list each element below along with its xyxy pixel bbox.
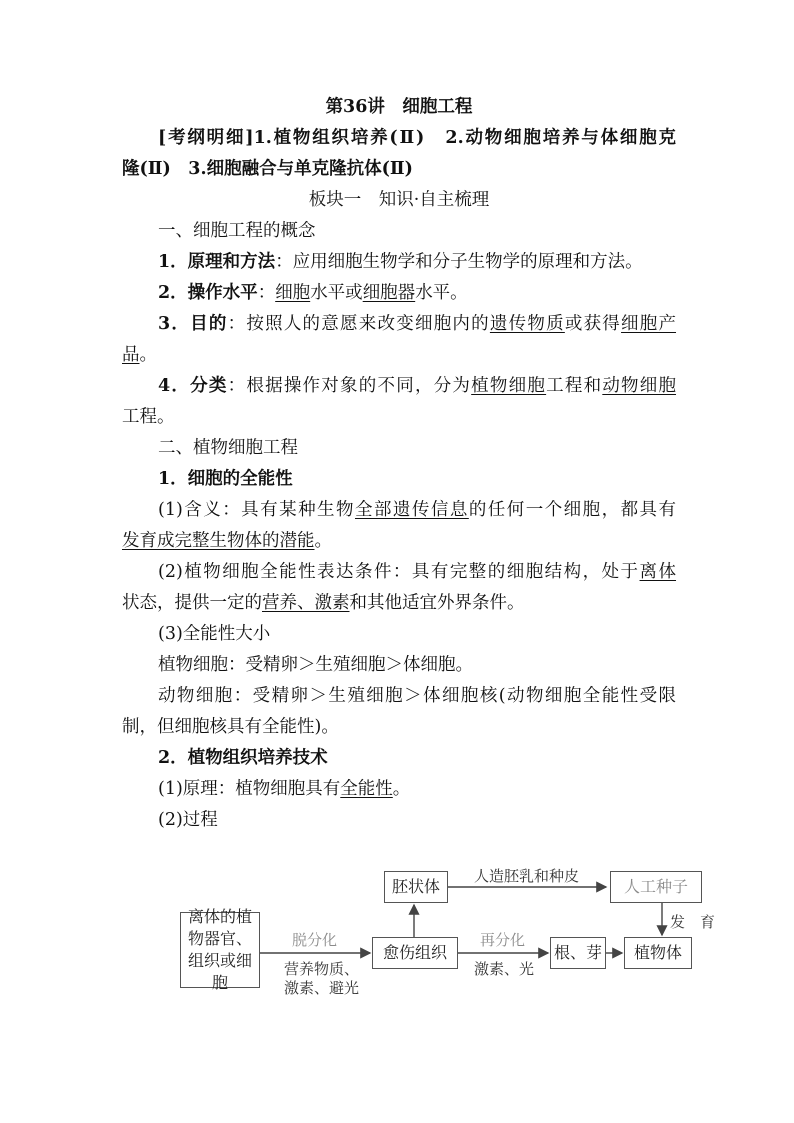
s2-process: (2)过程 <box>158 810 218 830</box>
embryoid-box: 胚状体 <box>384 871 448 903</box>
s1-item-4-answer-1: 植物细胞 <box>471 376 547 396</box>
artificial-seed-box: 人工种子 <box>610 871 702 903</box>
s1-item-2 <box>122 278 676 309</box>
callus-box: 愈伤组织 <box>372 937 458 969</box>
section2-heading: 二、植物细胞工程 <box>158 438 298 458</box>
s1-item-3-label: 3．目的 <box>158 314 228 334</box>
s2-p2-pre: (2)植物细胞全能性表达条件：具有完整的细胞结构，处于 <box>158 562 640 582</box>
syllabus-line-2: 隆(Ⅱ) 3.细胞融合与单克隆抗体(Ⅱ) <box>122 159 413 179</box>
s2-p1-cont <box>122 526 676 557</box>
s2-p2 <box>122 557 676 588</box>
s1-item-4-mid: 工程和 <box>546 376 603 396</box>
s2-principle-end: 。 <box>392 779 411 799</box>
s1-item-2-mid: 水平或 <box>310 283 363 303</box>
s2-animal-order-2: 制，但细胞核具有全能性)。 <box>122 717 339 737</box>
s2-principle-pre: (1)原理：植物细胞具有 <box>158 779 341 799</box>
s2-sub-1: 1．细胞的全能性 <box>158 469 293 489</box>
s1-item-2-label: 2．操作水平 <box>158 283 258 303</box>
root-bud-box: 根、芽 <box>550 937 606 969</box>
s1-item-3-pre: ：按照人的意愿来改变细胞内的 <box>227 314 490 334</box>
syllabus-tag: [考纲明细] <box>158 128 254 148</box>
s1-item-3-answer-1: 遗传物质 <box>489 314 565 334</box>
s1-item-3-cont <box>122 340 676 371</box>
tissue-culture-diagram <box>160 857 720 1005</box>
s2-p1-answer-2: 发育成完整生物体的潜能 <box>122 531 315 551</box>
dediff-cond-1: 营养物质、 <box>284 960 360 978</box>
s2-p3: (3)全能性大小 <box>158 624 271 644</box>
s1-item-4 <box>122 371 676 402</box>
s2-p1-mid: 的任何一个细胞，都具有 <box>468 500 677 520</box>
syllabus-line-1 <box>122 123 676 154</box>
s1-item-1-text: ：应用细胞生物学和分子生物学的原理和方法。 <box>275 252 643 272</box>
s1-item-3-answer-2a: 细胞产 <box>621 314 677 334</box>
s1-item-2-sep: ： <box>257 283 276 303</box>
s1-item-3 <box>122 309 676 340</box>
syllabus-text-1: 1.植物组织培养(Ⅱ) 2.动物细胞培养与体细胞克 <box>253 128 676 148</box>
document-page <box>122 92 676 836</box>
s1-item-3-answer-2b: 品 <box>122 345 140 365</box>
s2-p1 <box>122 495 676 526</box>
block-title: 板块一 知识·自主梳理 <box>308 190 490 210</box>
s1-item-4-pre: ：根据操作对象的不同，分为 <box>227 376 472 396</box>
dediff-label: 脱分化 <box>292 931 338 949</box>
s1-item-1 <box>122 247 676 278</box>
s1-item-2-answer-1: 细胞 <box>275 283 311 303</box>
s1-item-4-label: 4．分类 <box>158 376 228 396</box>
s2-p2-l2b: 和其他适宜外界条件。 <box>349 593 525 613</box>
s1-item-2-end: 水平。 <box>415 283 468 303</box>
s1-item-2-answer-2: 细胞器 <box>362 283 416 303</box>
s2-p2-answer-2: 营养、激素 <box>262 593 350 613</box>
page-title: 第36讲 细胞工程 <box>325 97 473 117</box>
dediff-cond-2: 激素、避光 <box>284 979 360 997</box>
s2-sub-2: 2．植物组织培养技术 <box>158 748 328 768</box>
plantlet-box: 植物体 <box>624 937 692 969</box>
explant-box: 离体的植物器官、组织或细胞 <box>180 912 260 988</box>
s1-item-3-mid: 或获得 <box>564 314 622 334</box>
s2-animal-order-1: 动物细胞：受精卵＞生殖细胞＞体细胞核(动物细胞全能性受限 <box>158 686 676 706</box>
s2-p2-answer-1: 离体 <box>639 562 677 582</box>
artificial-endosperm-label: 人造胚乳和种皮 <box>474 867 580 885</box>
s2-p1-pre: (1)含义：具有某种生物 <box>158 500 355 520</box>
s2-p2-l2a: 状态，提供一定的 <box>122 593 262 613</box>
section1-heading: 一、细胞工程的概念 <box>158 221 316 241</box>
develop-label: 发 育 <box>670 913 716 931</box>
s2-p2-cont <box>122 588 676 619</box>
rediff-label: 再分化 <box>480 931 526 949</box>
s2-plant-order: 植物细胞：受精卵＞生殖细胞＞体细胞。 <box>158 655 473 675</box>
s2-principle <box>122 774 676 805</box>
s1-item-3-end: 。 <box>139 345 157 365</box>
s1-item-4-cont: 工程。 <box>122 407 175 427</box>
s2-principle-answer: 全能性 <box>340 779 393 799</box>
rediff-cond: 激素、光 <box>474 960 535 978</box>
s2-p1-end: 。 <box>314 531 332 551</box>
s2-p1-answer-1: 全部遗传信息 <box>354 500 469 520</box>
s1-item-4-answer-2: 动物细胞 <box>602 376 677 396</box>
s1-item-1-label: 1．原理和方法 <box>158 252 276 272</box>
